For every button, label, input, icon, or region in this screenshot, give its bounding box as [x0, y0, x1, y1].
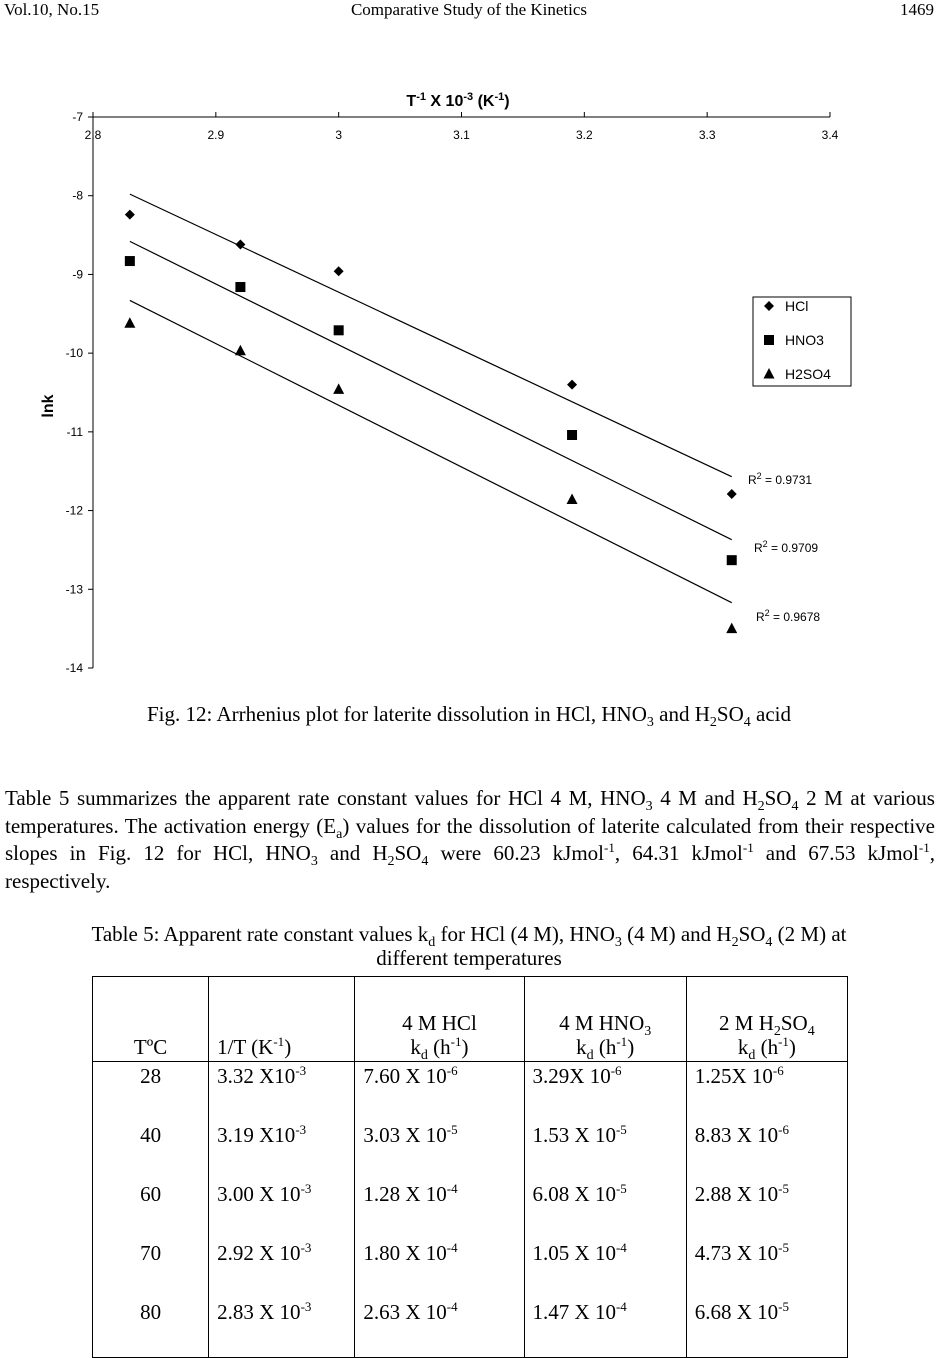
- header-page-number: 1469: [900, 0, 934, 19]
- table-cell: 1.28 X $10^{-4}$: [355, 1180, 524, 1239]
- x-tick-label: 3: [335, 128, 343, 142]
- table-cell: 70: [93, 1239, 209, 1298]
- col-header-temperature: TºC: [93, 977, 209, 1062]
- x-tick-label: 3.1: [453, 128, 470, 142]
- legend-label: HNO3: [785, 332, 824, 348]
- header-volume: Vol.10, No.15: [4, 0, 100, 19]
- trendline-hcl: [130, 194, 732, 477]
- data-point-hcl: [125, 210, 135, 220]
- table-row: [93, 1121, 848, 1180]
- data-point-hno3: [727, 555, 737, 565]
- table-cell: 7.60 X $10^{-6}$: [355, 1062, 524, 1122]
- x-tick-label: 3.4: [821, 128, 839, 142]
- table-cell: 1.05 X $10^{-4}$: [524, 1239, 686, 1298]
- legend-marker-hno3: [764, 335, 774, 345]
- table-cell: 3.00 X $10^{-3}$: [209, 1180, 355, 1239]
- col-header-hcl: 4 M HCl $k_d$ $(h^{-1})$: [355, 977, 524, 1062]
- y-axis-label: lnk: [40, 394, 57, 418]
- table-cell: 2.83 X $10^{-3}$: [209, 1298, 355, 1358]
- table-cell: 6.08 X $10^{-5}$: [524, 1180, 686, 1239]
- figure-caption-text: Fig. 12: Arrhenius plot for laterite dissolution in HCl, $HNO_3$ and $H_2SO_4$ acid: [147, 702, 791, 731]
- table-cell: 1.25X $10^{-6}$: [686, 1062, 847, 1122]
- y-tick-label: -7: [72, 110, 83, 124]
- table-cell: 4.73 X $10^{-5}$: [686, 1239, 847, 1298]
- x-tick-label: 3.2: [575, 128, 593, 142]
- table-caption-line2: different temperatures: [376, 946, 562, 970]
- col-header-h2so4: 2 M $H_2SO_4$ $k_d$ $(h^{-1})$: [686, 977, 847, 1062]
- table-cell: 2.88 X $10^{-5}$: [686, 1180, 847, 1239]
- table-cell: 3.32 $X10^{-3}$: [209, 1062, 355, 1122]
- data-point-hcl: [727, 489, 737, 499]
- y-tick-label: -11: [66, 424, 83, 439]
- trendline-hno3: [130, 241, 732, 539]
- table-row: [93, 1180, 848, 1239]
- table-caption: [0, 922, 938, 970]
- table-cell: 6.68 X $10^{-5}$: [686, 1298, 847, 1358]
- rate-constant-table: [92, 976, 848, 1358]
- table-cell: 40: [93, 1121, 209, 1180]
- figure-caption: [0, 702, 938, 731]
- x-tick-label: 2.9: [207, 128, 225, 142]
- data-point-hno3: [567, 430, 577, 440]
- col-header-hno3: 4 M $HNO_3$ $k_d$ $(h^{-1})$: [524, 977, 686, 1062]
- table-row: [93, 1298, 848, 1358]
- table-caption-line1: Table 5: Apparent rate constant values $k_d$ for HCl (4 M), $HNO_3$ (4 M) and $H_2SO_4$ (2 M) at: [91, 922, 847, 951]
- table-cell: 28: [93, 1062, 209, 1122]
- table-cell: 3.03 X $10^{-5}$: [355, 1121, 524, 1180]
- header-title: Comparative Study of the Kinetics: [350, 0, 588, 19]
- table-cell: 60: [93, 1180, 209, 1239]
- x-tick-label: 3.3: [698, 128, 716, 142]
- data-point-h2so4: [333, 383, 344, 394]
- r-squared-label: $R^2 = 0.9709$: [754, 539, 819, 555]
- legend-label: HCl: [785, 298, 809, 314]
- table-cell: 1.47 X $10^{-4}$: [524, 1298, 686, 1358]
- y-tick-label: -14: [65, 661, 83, 675]
- table-row: [93, 1062, 848, 1122]
- data-point-hcl: [567, 380, 577, 390]
- legend-label: H2SO4: [785, 366, 831, 382]
- table-row: [93, 1239, 848, 1298]
- col-header-inverse-temperature: 1/T $(K^{-1})$: [209, 977, 355, 1062]
- table-cell: 8.83 X $10^{-6}$: [686, 1121, 847, 1180]
- data-point-h2so4: [235, 345, 246, 356]
- trendline-h2so4: [130, 300, 732, 602]
- y-tick-label: -8: [72, 188, 83, 203]
- table-cell: 1.53 X $10^{-5}$: [524, 1121, 686, 1180]
- y-tick-label: -9: [72, 267, 83, 282]
- arrhenius-chart: [0, 80, 938, 690]
- data-point-h2so4: [124, 317, 135, 328]
- data-point-hcl: [334, 266, 344, 276]
- r-squared-label: $R^2 = 0.9731$: [748, 471, 813, 487]
- data-point-hno3: [235, 282, 245, 292]
- table-cell: 2.63 X $10^{-4}$: [355, 1298, 524, 1358]
- y-tick-label: -10: [65, 346, 83, 361]
- data-point-hno3: [334, 325, 344, 335]
- data-point-h2so4: [726, 623, 737, 634]
- table-cell: 2.92 X $10^{-3}$: [209, 1239, 355, 1298]
- y-tick-label: -13: [65, 582, 83, 597]
- table-cell: 80: [93, 1298, 209, 1358]
- table-cell: 1.80 X $10^{-4}$: [355, 1239, 524, 1298]
- r-squared-label: $R^2 = 0.9678$: [756, 608, 821, 624]
- data-point-h2so4: [567, 494, 578, 505]
- data-point-hno3: [125, 256, 135, 266]
- x-tick-label: 2.8: [84, 128, 102, 142]
- body-paragraph: Table 5 summarizes the apparent rate constant values for HCl 4 M, $HNO_3$ 4 M and $H_2SO_4$ 2 M at various temperatures. The activation energy $(E_a)$ values for the dissolution of laterite calculated from their respective slopes in Fig. 12 for HCl, $HNO_3$ and $H_2SO_4$ were 60.23 kJmol$^{-1}$, 64.31 kJmol$^{-1}$ and 67.53 kJmol$^{-1}$, respectively.: [5, 786, 936, 893]
- table-cell: 3.19 $X10^{-3}$: [209, 1121, 355, 1180]
- y-tick-label: -12: [65, 503, 83, 518]
- table-header-row: [93, 977, 848, 1062]
- table-cell: 3.29X $10^{-6}$: [524, 1062, 686, 1122]
- chart-title: $T^{-1}$ X $10^{-3}$ $(K^{-1})$: [406, 91, 510, 110]
